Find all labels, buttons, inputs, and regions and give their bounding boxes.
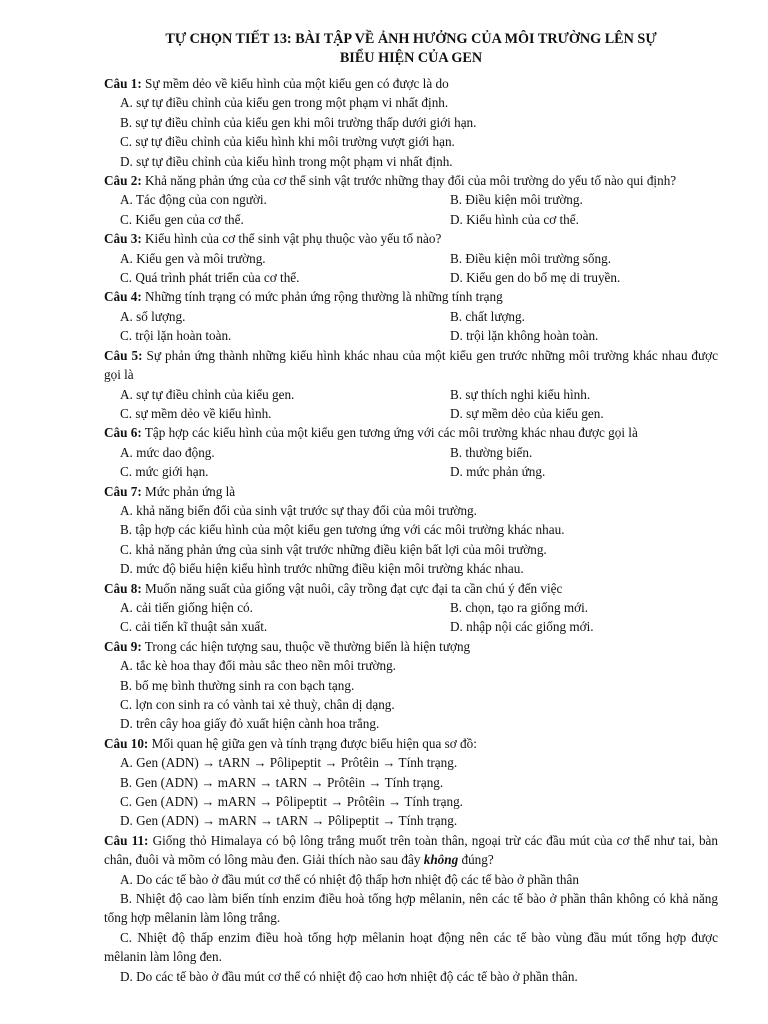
title-line-2: BIỂU HIỆN CỦA GEN [339, 50, 483, 66]
question-number: Câu 11: [104, 832, 149, 848]
question-text: Khả năng phản ứng của cơ thể sinh vật trước những thay đổi của môi trường do yếu tố nào qui định? [141, 173, 677, 189]
question-text: Những tính trạng có mức phản ứng rộng thường là những tính trạng [141, 289, 503, 305]
question-10 [104, 734, 718, 831]
option-d: D. nhập nội các giống mới. [450, 619, 594, 635]
option-a: A. Kiểu gen và môi trường. [120, 250, 266, 266]
option-d: D. sự mềm dẻo của kiểu gen. [450, 405, 604, 421]
question-number: Câu 1: [104, 76, 142, 91]
question-text: Tập hợp các kiểu hình của một kiểu gen tương ứng với các môi trường khác nhau được gọi là [141, 425, 638, 441]
option-c: C. Quá trình phát triển của cơ thể. [120, 270, 300, 286]
question-text: Muốn năng suất của giống vật nuôi, cây trồng đạt cực đại ta cần chú ý đến việc [141, 580, 563, 596]
option-b: B. bố mẹ bình thường sinh ra con bạch tạng. [120, 677, 355, 693]
question-number: Câu 6: [104, 425, 142, 441]
option-a: A. sự tự điều chỉnh của kiểu gen. [120, 386, 295, 402]
option-c: C. cải tiến kĩ thuật sản xuất. [120, 619, 268, 635]
question-3 [104, 229, 718, 287]
option-b: B. Điều kiện môi trường. [450, 192, 583, 208]
option-c: C. khả năng phản ứng của sinh vật trước những điều kiện bất lợi của môi trường. [120, 541, 547, 557]
option-a: A. Tác động của con người. [120, 192, 267, 208]
option-b: B. sự tự điều chỉnh của kiểu gen khi môi trường thấp dưới giới hạn. [120, 114, 477, 130]
option-a: A. Do các tế bào ở đầu mút cơ thể có nhiệt độ thấp hơn nhiệt độ các tế bào ở phần thân [120, 871, 579, 887]
option-a: A. tắc kè hoa thay đổi màu sắc theo nền môi trường. [120, 658, 396, 674]
option-c: C. sự tự điều chỉnh của kiểu hình khi môi trường vượt giới hạn. [120, 134, 455, 150]
option-c: C. lợn con sinh ra có vành tai xẻ thuỳ, chân dị dạng. [120, 697, 395, 712]
question-number: Câu 3: [104, 231, 142, 247]
question-9 [104, 637, 718, 734]
page-title [104, 30, 718, 68]
question-number: Câu 9: [104, 638, 142, 654]
option-b: B. Điều kiện môi trường sống. [450, 250, 612, 266]
option-b: B. chất lượng. [450, 308, 525, 324]
question-6 [104, 423, 718, 481]
question-text: Mức phản ứng là [141, 483, 236, 499]
option-a: A. Gen (ADN) → tARN → Pôlipeptit → Prôtêin → Tính trạng. [120, 755, 458, 771]
option-d: D. trội lặn không hoàn toàn. [450, 328, 599, 344]
question-text: Sự phản ứng thành những kiểu hình khác nhau của một kiểu gen trước những môi trường khác nhau được gọi là [104, 347, 718, 383]
question-text: Trong các hiện tượng sau, thuộc về thường biến là hiện tượng [141, 638, 471, 654]
option-d: D. mức độ biểu hiện kiểu hình trước những điều kiện môi trường khác nhau. [120, 561, 524, 577]
option-b: B. Nhiệt độ cao làm biến tính enzim điều hoà tổng hợp mêlanin, nên các tế bào ở phần thân không có khả năng tổng hợp mêlanin làm lông trắng. [104, 891, 718, 926]
option-c: C. Nhiệt độ thấp enzim điều hoà tổng hợp mêlanin hoạt động nên các tế bào vùng đầu mút tổng hợp được mêlanin làm lông đen. [104, 929, 718, 965]
option-d: D. trên cây hoa giấy đỏ xuất hiện cành hoa trắng. [120, 716, 380, 732]
option-c: C. Kiểu gen của cơ thể. [120, 211, 244, 227]
question-7 [104, 482, 718, 579]
question-number: Câu 7: [104, 483, 142, 499]
option-b: B. tập hợp các kiểu hình của một kiểu gen tương ứng với các môi trường khác nhau. [120, 522, 565, 538]
question-number: Câu 4: [104, 289, 142, 305]
question-number: Câu 2: [104, 173, 142, 189]
option-d: D. Gen (ADN) → mARN → tARN → Pôlipeptit → Tính trạng. [120, 813, 458, 829]
option-a: A. khả năng biến đổi của sinh vật trước sự thay đổi của môi trường. [120, 502, 477, 518]
question-2 [104, 171, 718, 229]
title-line-1: TỰ CHỌN TIẾT 13: BÀI TẬP VỀ ẢNH HƯỞNG CỦA MÔI TRƯỜNG LÊN SỰ [165, 31, 657, 47]
question-text: Giống thỏ Himalaya có bộ lông trắng muốt trên toàn thân, ngoại trừ các đầu mút của cơ thể như tai, bàn chân, đuôi và mõm có lông màu đen. Giải thích nào sau đây [104, 832, 718, 868]
option-c: C. trội lặn hoàn toàn. [120, 328, 232, 344]
option-c: C. sự mềm dẻo về kiểu hình. [120, 405, 272, 421]
question-number: Câu 5: [104, 347, 143, 363]
question-number: Câu 8: [104, 580, 142, 596]
question-4 [104, 287, 718, 345]
question-text: Mối quan hệ giữa gen và tính trạng được biểu hiện qua sơ đồ: [148, 735, 477, 751]
option-a: A. sự tự điều chỉnh của kiểu gen trong một phạm vi nhất định. [120, 95, 449, 111]
question-5 [104, 346, 718, 424]
question-11 [104, 831, 718, 986]
option-c: C. mức giới hạn. [120, 464, 209, 480]
option-b: B. Gen (ADN) → mARN → tARN → Prôtêin → Tính trạng. [120, 774, 444, 790]
option-d: D. Kiểu hình của cơ thể. [450, 211, 579, 227]
question-text: Sự mềm dẻo về kiểu hình của một kiểu gen có được là do [141, 76, 449, 91]
option-b: B. thường biến. [450, 444, 533, 460]
question-1 [104, 74, 718, 171]
negation-emphasis: không [423, 852, 459, 868]
question-text-end: đúng? [458, 852, 494, 868]
question-text: Kiểu hình của cơ thể sinh vật phụ thuộc vào yếu tố nào? [141, 231, 442, 247]
question-8 [104, 579, 718, 637]
question-number: Câu 10: [104, 735, 149, 751]
option-c: C. Gen (ADN) → mARN → Pôlipeptit → Prôtêin → Tính trạng. [120, 794, 463, 810]
option-b: B. chọn, tạo ra giống mới. [450, 599, 589, 615]
option-a: A. cải tiến giống hiện có. [120, 599, 253, 615]
option-a: A. số lượng. [120, 308, 186, 324]
option-d: D. sự tự điều chỉnh của kiểu hình trong một phạm vi nhất định. [120, 153, 453, 169]
option-a: A. mức dao động. [120, 444, 215, 460]
option-d: D. mức phản ứng. [450, 464, 546, 480]
option-d: D. Do các tế bào ở đầu mút cơ thể có nhiệt độ cao hơn nhiệt độ các tế bào ở phần thân. [120, 968, 578, 984]
option-b: B. sự thích nghi kiểu hình. [450, 386, 591, 402]
option-d: D. Kiểu gen do bố mẹ di truyền. [450, 270, 621, 286]
